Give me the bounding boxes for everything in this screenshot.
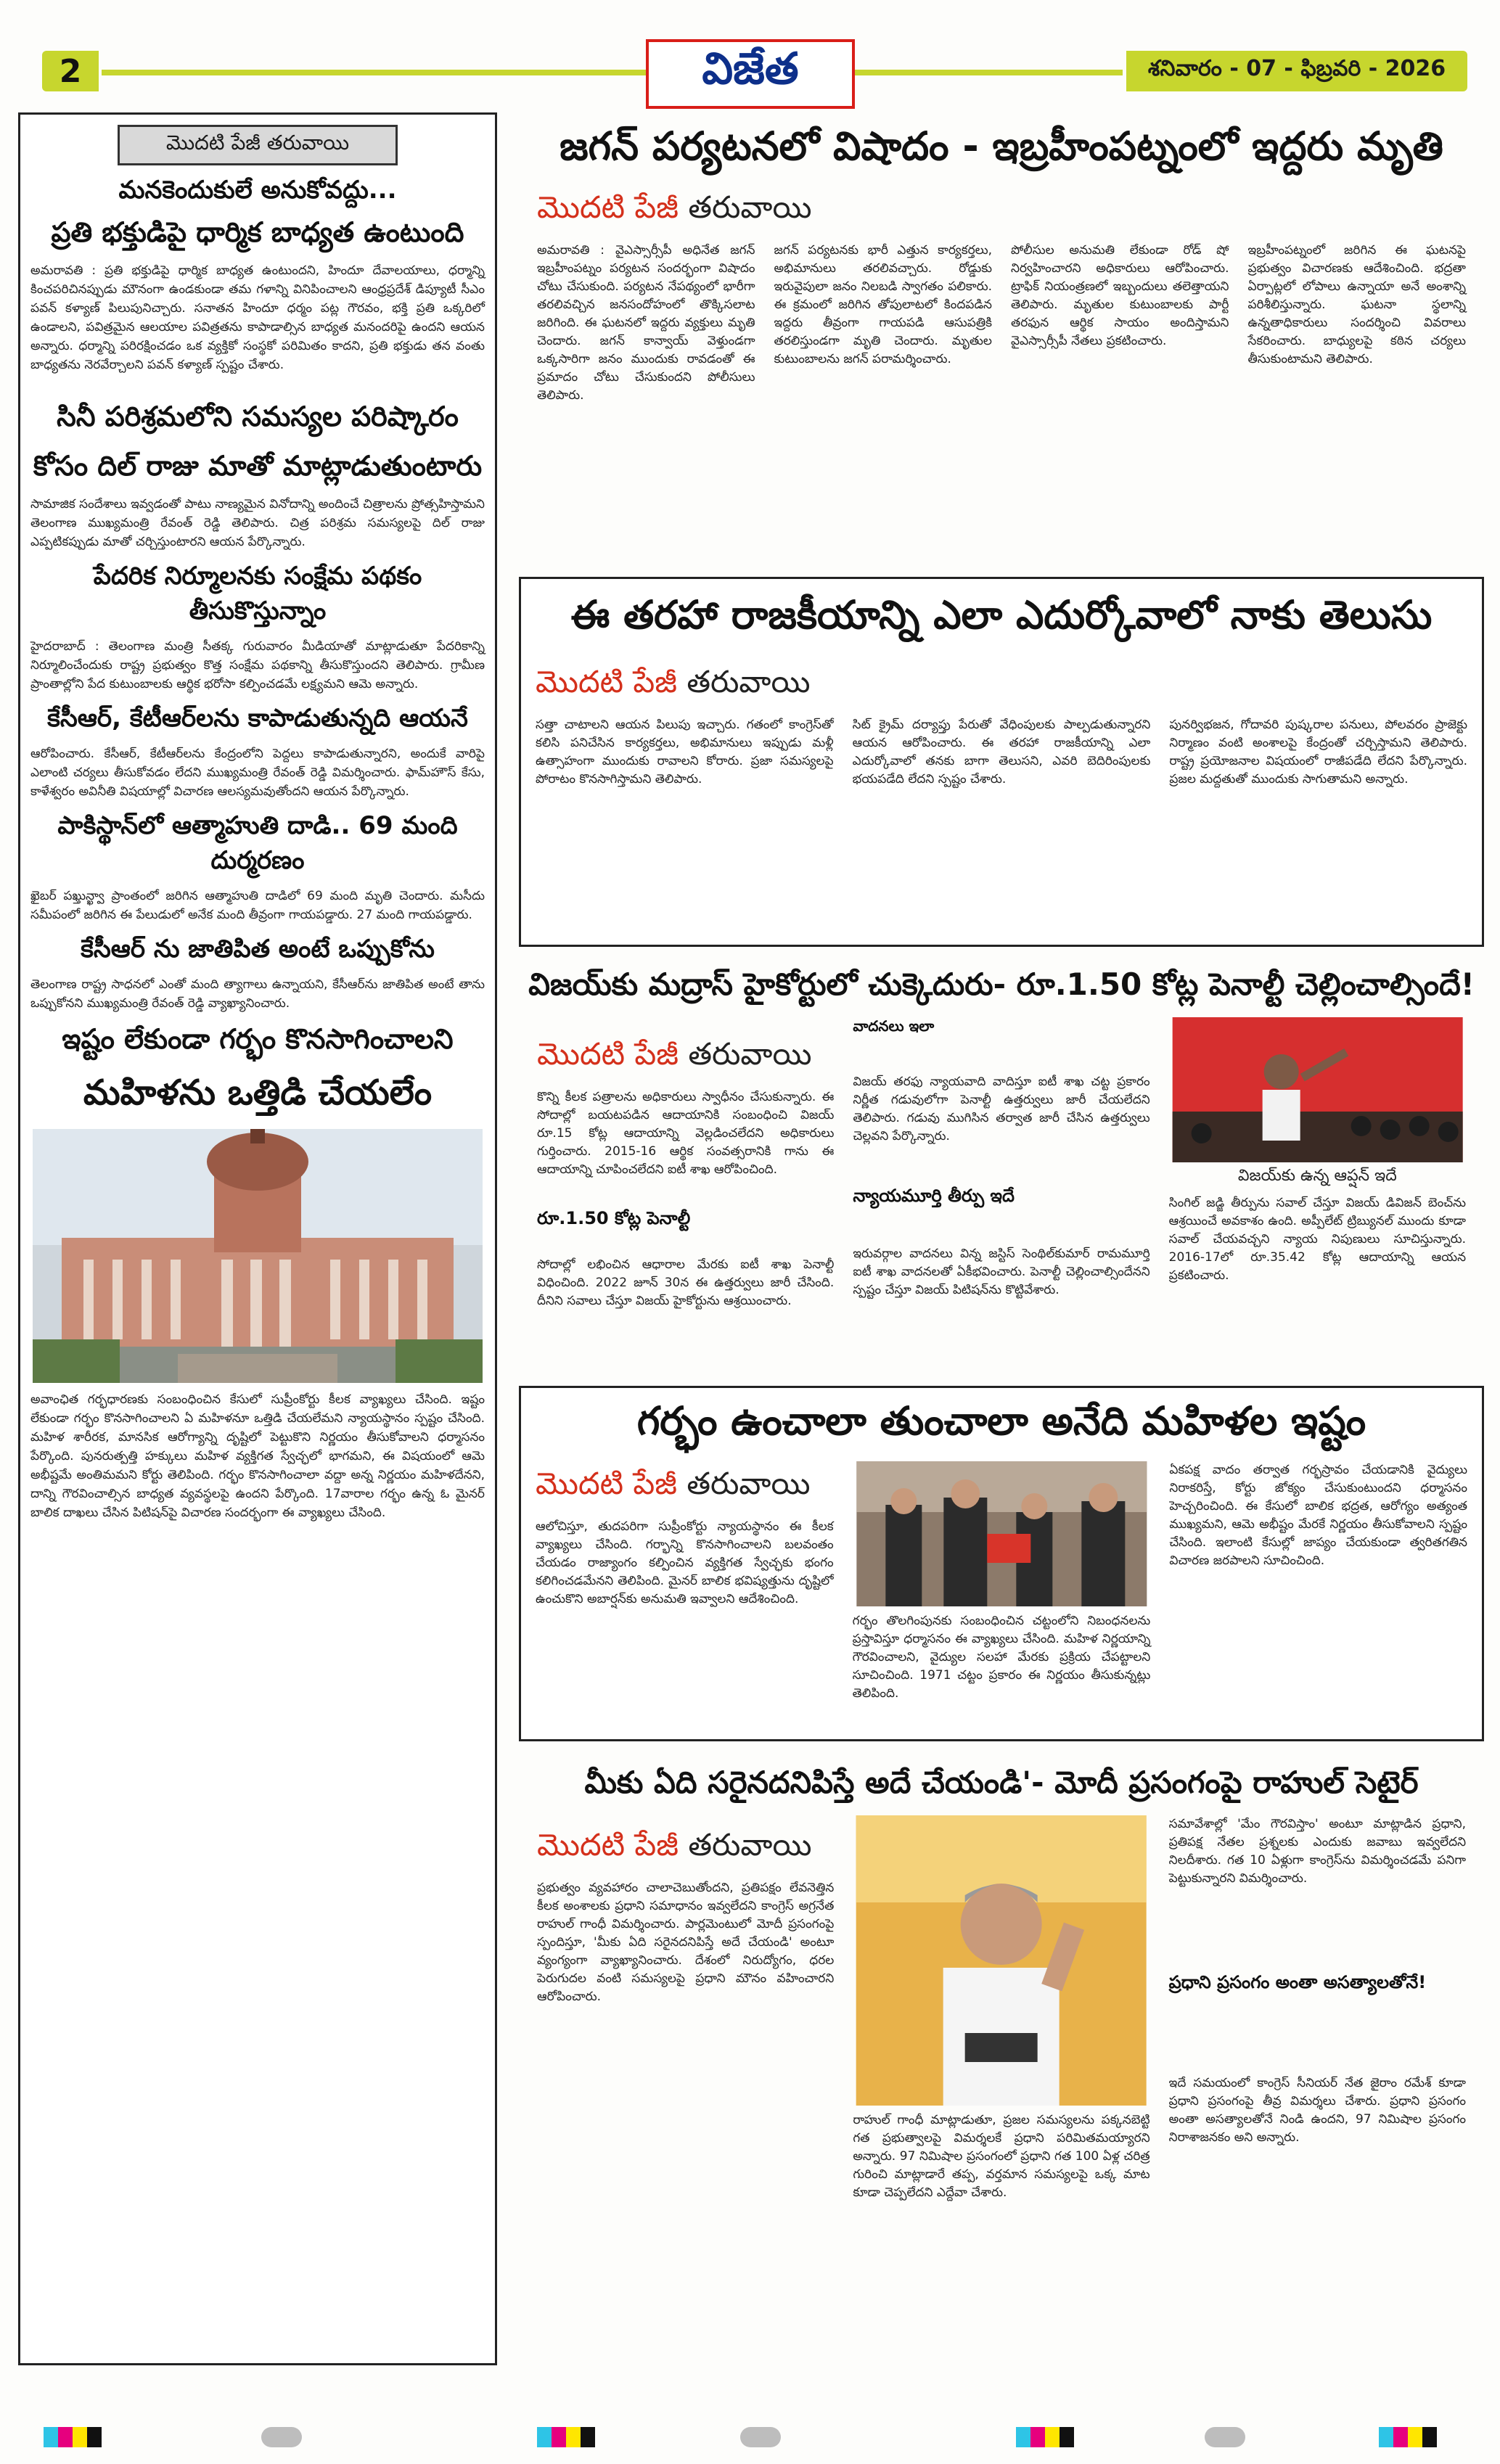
story-headline: మీకు ఏది సరైనదనిపిస్తే అదే చేయండి'- మోదీ ప్రసంగంపై రాహుల్ సెటైర్ [584, 1765, 1419, 1800]
story-headline: జగన్ పర్యటనలో విషాదం - ఇబ్రహీంపట్నంలో ఇద్దరు మృతి [560, 123, 1443, 169]
story-subhead: వాదనలు ఇలా [853, 1017, 935, 1035]
swatch-magenta [552, 2427, 566, 2447]
page-number: 2 [42, 51, 99, 91]
story-body [521, 648, 1482, 793]
story-column: గర్భం తొలగింపునకు సంబంధించిన చట్టంలోని నిబంధనలను ప్రస్తావిస్తూ ధర్మాసనం ఈ వ్యాఖ్యలు చేసింది. మహిళ నిర్ణయాన్ని గౌరవించాలని, వైద్యుల సలహా మేరకు ప్రక్రియ చేపట్టాలని సూచించింది. 1971 చట్టం ప్రకారం ఈ నిర్ణయం తీసుకున్నట్లు తెలిపింది. [852, 1614, 1151, 1701]
continuation-tag-red: మొదటి పేజీ [537, 189, 679, 225]
registration-pill [740, 2427, 781, 2447]
story-subhead: ప్రధాని ప్రసంగం అంతా అసత్యాలతోనే! [1168, 1971, 1427, 1992]
continuation-tag-rest: తరువాయి [676, 664, 811, 699]
story-column: పునర్విభజన, గోదావరి పుష్కరాల పనులు, పోలవరం ప్రాజెక్టు నిర్మాణం వంటి అంశాలపై కేంద్రంతో చర్చిస్తామని తెలిపారు. రాష్ట్ర ప్రయోజనాల విషయంలో రాజీపడేది లేదని పేర్కొన్నారు. ప్రజల మద్దతుతో ముందుకు సాగుతామని అన్నారు. [1169, 718, 1467, 787]
swatch-yellow [1045, 2427, 1060, 2447]
continuation-tag-red: మొదటి పేజీ [536, 664, 677, 699]
issue-date: శనివారం - 07 - ఫిబ్రవరి - 2026 [1126, 51, 1467, 91]
continuation-tag-rest: తరువాయి [676, 1466, 811, 1501]
story-column: విజయ్ తరఫు న్యాయవాది వాదిస్తూ ఐటీ శాఖ చట్ట ప్రకారం నిర్ణీత గడువులోగా పెనాల్టీ ఉత్తర్వులు జారీ చేయలేదని తెలిపారు. గడువు ముగిసిన తర్వాత జారీ చేసిన ఉత్తర్వులు చెల్లవని పేర్కొన్నారు. [853, 1074, 1150, 1143]
continuation-tag-rest: తరువాయి [678, 1036, 812, 1072]
swatch-black [1060, 2427, 1074, 2447]
story-column: ఇదే సమయంలో కాంగ్రెస్ సీనియర్ నేత జైరాం రమేశ్ కూడా ప్రధాని ప్రసంగంపై తీవ్ర విమర్శలు చేశారు. ప్రధాని ప్రసంగం అంతా అసత్యాలతోనే నిండి ఉందని, 97 నిమిషాల ప్రసంగం నిరాశాజనకం అని అన్నారు. [1168, 2076, 1466, 2145]
story-headline: విజయ్‌కు మద్రాస్ హైకోర్టులో చుక్కెదురు- రూ.1.50 కోట్ల పెనాల్టీ చెల్లించాల్సిందే! [528, 966, 1475, 1002]
print-registration-marks [0, 2427, 1500, 2456]
brief-headline-large: మహిళను ఒత్తిడి చేయలేం [83, 1072, 433, 1113]
swatch-magenta [1030, 2427, 1045, 2447]
story-column: సమావేశాల్లో 'మేం గౌరవిస్తాం' అంటూ మాట్లాడిన ప్రధాని, ప్రతిపక్ష నేతల ప్రశ్నలకు ఎందుకు జవాబు ఇవ్వలేదని నిలదీశారు. గత 10 ఏళ్లుగా కాంగ్రెస్‌ను విమర్శించడమే పనిగా పెట్టుకున్నారని విమర్శించారు. [1168, 1817, 1466, 1886]
swatch-cyan [1016, 2427, 1030, 2447]
story-column: సత్తా చాటాలని ఆయన పిలుపు ఇచ్చారు. గతంలో కాంగ్రెస్‌తో కలిసి పనిచేసిన కార్యకర్తలు, అభిమానులు ఇప్పుడు మళ్లీ ఉత్సాహంగా ముందుకు రావాలని కోరారు. ప్రజా సమస్యలపై పోరాటం కొనసాగిస్తామని తెలిపారు. [536, 718, 834, 787]
brief-body: అమరావతి : ప్రతి భక్తుడిపై ధార్మిక బాధ్యత ఉంటుందని, హిందూ దేవాలయాలు, ధర్మాన్ని కించపరిచినప్పుడు మౌనంగా ఉండకుండా తమ గళాన్ని వినిపించాలని ఆంధ్రప్రదేశ్ డిప్యూటీ సీఎం పవన్ కళ్యాణ్ పిలుపునిచ్చారు. సనాతన హిందూ ధర్మం పట్ల గౌరవం, భక్తి ప్రతి ఒక్కరిలో ఉండాలని, పవిత్రమైన ఆలయాల పవిత్రతను కాపాడాల్సిన బాధ్యత మనందరిపై ఉందని ఆయన అన్నారు. ధర్మాన్ని పరిరక్షించడం ఒక వ్యక్తికో సంస్థకో పరిమితం కాదని, ప్రతి భక్తుడు తన వంతు బాధ్యతను నెరవేర్చాలని పవన్ కళ్యాణ్ స్పష్టం చేశారు. [30, 263, 485, 372]
protest-photo [853, 1461, 1151, 1606]
brief-headline: కేసీఆర్ ను జాతిపిత అంటే ఒప్పుకోను [81, 935, 435, 964]
story-column: ఇరువర్గాల వాదనలు విన్న జస్టిస్ సెంథిల్‌కుమార్ రామమూర్తి ఐటీ శాఖ వాదనలతో ఏకీభవించారు. పెనాల్టీ చెల్లించాల్సిందేనని స్పష్టం చేస్తూ విజయ్ పిటిషన్‌ను కొట్టివేశారు. [853, 1246, 1150, 1297]
brief-body: సామాజిక సందేశాలు ఇవ్వడంతో పాటు నాణ్యమైన వినోదాన్ని అందించే చిత్రాలను ప్రోత్సహిస్తామని తెలంగాణ ముఖ్యమంత్రి రేవంత్ రెడ్డి తెలిపారు. చిత్ర పరిశ్రమ సమస్యలపై దిల్ రాజు ఎప్పటికప్పుడు మాతో చర్చిస్తుంటారని ఆయన పేర్కొన్నారు. [30, 497, 485, 549]
swatch-black [87, 2427, 102, 2447]
story-column: ఏకపక్ష వాదం తర్వాత గర్భస్రావం చేయడానికి వైద్యులు నిరాకరిస్తే, కోర్టు జోక్యం చేసుకుంటుందని ధర్మాసనం హెచ్చరించింది. ఈ కేసులో బాలిక భద్రత, ఆరోగ్యం అత్యంత ముఖ్యమని, ఆమె అభీష్టం మేరకే నిర్ణయం తీసుకోవాలని స్పష్టం చేసింది. ఇలాంటి కేసుల్లో జాప్యం చేయకుండా త్వరితగతిన విచారణ జరపాలని సూచించింది. [1169, 1463, 1467, 1568]
swatch-yellow [73, 2427, 87, 2447]
brief-body: ఖైబర్ పఖ్తున్ఖ్వా ప్రాంతంలో జరిగిన ఆత్మాహుతి దాడిలో 69 మంది మృతి చెందారు. మసీదు సమీపంలో జరిగిన ఈ పేలుడులో అనేక మంది తీవ్రంగా గాయపడ్డారు. 27 మంది గాయపడ్డారు. [30, 889, 485, 922]
story-political-strategy [519, 577, 1484, 947]
supreme-court-photo [33, 1129, 483, 1383]
story-column: కొన్ని కీలక పత్రాలను అధికారులు స్వాధీనం చేసుకున్నారు. ఈ సోదాల్లో బయటపడిన ఆదాయానికి సంబంధించి విజయ్ రూ.15 కోట్ల ఆదాయాన్ని వెల్లడించలేదని అధికారులు గుర్తించారు. 2015-16 ఆర్థిక సంవత్సరానికి గాను ఈ ఆదాయాన్ని చూపించలేదని ఐటీ శాఖ ఆరోపించింది. [537, 1090, 835, 1177]
color-swatch-group [1379, 2427, 1437, 2447]
continuation-tag [537, 189, 811, 233]
brief-headline: కేసీఆర్, కేటీఆర్‌లను కాపాడుతున్నది ఆయనే [47, 704, 468, 733]
story-body [522, 1815, 1480, 2206]
swatch-magenta [1393, 2427, 1408, 2447]
continuation-tag-red: మొదటి పేజీ [537, 1827, 679, 1863]
continuation-tag [536, 1466, 810, 1509]
story-jagan-tour [522, 109, 1480, 570]
photo-caption: విజయ్‌కు ఉన్న ఆప్షన్ ఇదే [1237, 1167, 1397, 1185]
story-column: అమరావతి : వైఎస్సార్సీపీ అధినేత జగన్ ఇబ్రహీంపట్నం పర్యటన సందర్భంగా విషాదం చోటు చేసుకుంది. పర్యటన నేపథ్యంలో భారీగా తరలివచ్చిన జనసందోహంలో తొక్కిసలాట జరిగింది. ఈ ఘటనలో ఇద్దరు వ్యక్తులు మృతి చెందారు. జగన్ కాన్వాయ్ వెళ్తుండగా ఒక్కసారిగా జనం ముందుకు రావడంతో ఈ ప్రమాదం చోటు చేసుకుందని పోలీసులు తెలిపారు. [537, 243, 755, 403]
vijay-rally-photo [1169, 1017, 1466, 1162]
swatch-magenta [58, 2427, 73, 2447]
story-column: జగన్ పర్యటనకు భారీ ఎత్తున కార్యకర్తలు, అభిమానులు తరలివచ్చారు. రోడ్డుకు ఇరువైపులా జనం నిలబడి స్వాగతం పలికారు. ఈ క్రమంలో జరిగిన తోపులాటలో కిందపడిన ఇద్దరు తీవ్రంగా గాయపడి ఆసుపత్రికి తరలిస్తుండగా మృతి చెందారు. మృతుల కుటుంబాలను జగన్ పరామర్శించారు. [774, 243, 992, 366]
story-vijay-high-court [522, 958, 1480, 1379]
color-swatch-group [537, 2427, 595, 2447]
story-body [522, 179, 1480, 409]
story-column: ఇబ్రహీంపట్నంలో జరిగిన ఈ ఘటనపై ప్రభుత్వం విచారణకు ఆదేశించింది. భద్రతా ఏర్పాట్లలో లోపాలు ఉన్నాయా అనే అంశాన్ని పరిశీలిస్తున్నారు. ఘటనా స్థలాన్ని ఉన్నతాధికారులు సందర్శించి వివరాలు సేకరించారు. బాధ్యులపై కఠిన చర్యలు తీసుకుంటామని తెలిపారు. [1247, 243, 1466, 366]
story-body [521, 1461, 1482, 1707]
story-body [522, 1017, 1480, 1315]
swatch-cyan [537, 2427, 552, 2447]
swatch-black [581, 2427, 595, 2447]
continuation-tag [536, 664, 810, 707]
story-column: రాహుల్ గాంధీ మాట్లాడుతూ, ప్రజల సమస్యలను పక్కనబెట్టి గత ప్రభుత్వాలపై విమర్శలకే ప్రధాని పరిమితమయ్యారని అన్నారు. 97 నిమిషాల ప్రసంగంలో ప్రధాని గత 100 ఏళ్ల చరిత్ర గురించి మాట్లాడారే తప్ప, వర్తమాన సమస్యలపై ఒక్క మాట కూడా చెప్పలేదని ఎద్దేవా చేశారు. [853, 2113, 1150, 2200]
swatch-cyan [1379, 2427, 1393, 2447]
brief-headline: పాకిస్థాన్‌లో ఆత్మాహుతి దాడి.. 69 మంది దుర్మరణం [57, 811, 458, 875]
brief-headline: ఇష్టం లేకుండా గర్భం కొనసాగించాలని [62, 1023, 454, 1055]
story-column: సిట్ క్రైమ్ దర్యాప్తు పేరుతో వేధింపులకు పాల్పడుతున్నారని ఆయన ఆరోపించారు. ఈ తరహా రాజకీయాన్ని ఎలా ఎదుర్కోవాలో తనకు బాగా తెలుసని, ఎవరి బెదిరింపులకు భయపడేది లేదని స్పష్టం చేశారు. [852, 718, 1151, 787]
brief-body: అవాంఛిత గర్భధారణకు సంబంధించిన కేసులో సుప్రీంకోర్టు కీలక వ్యాఖ్యలు చేసింది. ఇష్టం లేకుండా గర్భం కొనసాగించాలని ఏ మహిళనూ ఒత్తిడి చేయలేమని న్యాయస్థానం స్పష్టం చేసింది. మహిళ శారీరక, మానసిక ఆరోగ్యాన్ని దృష్టిలో పెట్టుకొని నిర్ణయం తీసుకోవాలని ధర్మాసనం పేర్కొంది. పునరుత్పత్తి హక్కులు మహిళ వ్యక్తిగత స్వేచ్ఛలో భాగమని, ఈ విషయంలో ఆమె అభీష్టమే అంతిమమని కోర్టు తెలిపింది. గర్భం కొనసాగించాలా వద్దా అన్న నిర్ణయం మహిళదేనని, దాన్ని గౌరవించాల్సిన బాధ్యత వ్యవస్థలపై ఉందని పేర్కొంది. 17వారాల గర్భం ఉన్న ఓ మైనర్ బాలిక దాఖలు చేసిన పిటిషన్‌పై విచారణ సందర్భంగా ఈ వ్యాఖ్యలు చేసింది. [30, 1392, 485, 1520]
story-subhead: రూ.1.50 కోట్ల పెనాల్టీ [537, 1208, 691, 1228]
page-header [0, 0, 1500, 94]
story-column: ప్రభుత్వం వ్యవహారం చాలాచెబుతోందని, ప్రతిపక్షం లేవనెత్తిన కీలక అంశాలకు ప్రధాని సమాధానం ఇవ్వలేదని కాంగ్రెస్ అగ్రనేత రాహుల్ గాంధీ విమర్శించారు. పార్లమెంటులో మోదీ ప్రసంగంపై స్పందిస్తూ, 'మీకు ఏది సరైనదనిపిస్తే అదే చేయండి' అంటూ వ్యంగ్యంగా వ్యాఖ్యానించారు. దేశంలో నిరుద్యోగం, ధరల పెరుగుదల వంటి సమస్యలపై ప్రధాని మౌనం వహించారని ఆరోపించారు. [537, 1881, 835, 2004]
continuation-tag-red: మొదటి పేజీ [536, 1466, 677, 1501]
continuation-tag-rest: తరువాయి [678, 1827, 812, 1863]
continuation-tag: మొదటి పేజీ తరువాయి [118, 125, 398, 165]
story-abortion-verdict [519, 1386, 1484, 1741]
registration-pill [261, 2427, 302, 2447]
swatch-yellow [566, 2427, 581, 2447]
brief-headline: పేదరిక నిర్మూలనకు సంక్షేమ పథకం తీసుకొస్తున్నాం [93, 562, 422, 625]
swatch-black [1422, 2427, 1437, 2447]
continuation-tag [537, 1827, 811, 1870]
story-headline: ఈ తరహా రాజకీయాన్ని ఎలా ఎదుర్కోవాలో నాకు తెలుసు [570, 592, 1433, 638]
story-headline: గర్భం ఉంచాలా తుంచాలా అనేది మహిళల ఇష్టం [636, 1398, 1366, 1444]
story-rahul-satire [522, 1756, 1480, 2373]
continuation-tag [537, 1036, 811, 1080]
swatch-yellow [1408, 2427, 1422, 2447]
brief-headline: కోసం దిల్ రాజు మాతో మాట్లాడుతుంటారు [33, 450, 483, 482]
registration-pill [1205, 2427, 1245, 2447]
swatch-cyan [44, 2427, 58, 2447]
story-subhead: న్యాయమూర్తి తీర్పు ఇదే [853, 1186, 1015, 1206]
left-column-briefs [18, 112, 497, 2365]
brief-headline: ప్రతి భక్తుడిపై ధార్మిక బాధ్యత ఉంటుంది [51, 216, 464, 248]
brief-headline: మనకెందుకులే అనుకోవద్దు... [118, 176, 397, 205]
masthead-logo: విజేత [646, 39, 855, 109]
color-swatch-group [44, 2427, 102, 2447]
story-column: సోదాల్లో లభించిన ఆధారాల మేరకు ఐటీ శాఖ పెనాల్టీ విధించింది. 2022 జూన్ 30న ఈ ఉత్తర్వులు జారీ చేసింది. దీనిని సవాలు చేస్తూ విజయ్ హైకోర్టును ఆశ్రయించారు. [537, 1257, 835, 1308]
brief-body: తెలంగాణ రాష్ట్ర సాధనలో ఎంతో మంది త్యాగాలు ఉన్నాయని, కేసీఆర్‌ను జాతిపిత అంటే తాను ఒప్పుకోనని ముఖ్యమంత్రి రేవంత్ రెడ్డి వ్యాఖ్యానించారు. [30, 977, 485, 1011]
rahul-gandhi-photo [853, 1815, 1149, 2106]
continuation-tag-red: మొదటి పేజీ [537, 1036, 679, 1072]
brief-body: హైదరాబాద్ : తెలంగాణ మంత్రి సీతక్క గురువారం మీడియాతో మాట్లాడుతూ పేదరికాన్ని నిర్మూలించేందుకు రాష్ట్ర ప్రభుత్వం కొత్త సంక్షేమ పథకాన్ని తీసుకొస్తుందని తెలిపారు. గ్రామీణ ప్రాంతాల్లోని పేద కుటుంబాలకు ఆర్థిక భరోసా కల్పించడమే లక్ష్యమని ఆమె అన్నారు. [30, 639, 485, 691]
story-column: పోలీసుల అనుమతి లేకుండా రోడ్ షో నిర్వహించారని అధికారులు ఆరోపించారు. ట్రాఫిక్ నియంత్రణలో ఇబ్బందులు తలెత్తాయని తెలిపారు. మృతుల కుటుంబాలకు పార్టీ తరఫున ఆర్థిక సాయం అందిస్తామని వైఎస్సార్సీపీ నేతలు ప్రకటించారు. [1011, 243, 1229, 348]
story-column: ఆలోచిస్తూ, తుదపరిగా సుప్రీంకోర్టు న్యాయస్థానం ఈ కీలక వ్యాఖ్యలు చేసింది. గర్భాన్ని కొనసాగించాలని బలవంతం చేయడం రాజ్యాంగం కల్పించిన వ్యక్తిగత స్వేచ్ఛకు భంగం కలిగించడమేనని తెలిపింది. మైనర్ బాలిక భవిష్యత్తును దృష్టిలో ఉంచుకొని అబార్షన్‌కు అనుమతి ఇవ్వాలని ఆదేశించింది. [536, 1519, 834, 1606]
story-column: సింగిల్ జడ్జి తీర్పును సవాల్ చేస్తూ విజయ్ డివిజన్ బెంచ్‌ను ఆశ్రయించే అవకాశం ఉంది. అప్పీలేట్ ట్రిబ్యునల్ ముందు కూడా సవాల్ చేయవచ్చని న్యాయ నిపుణులు సూచిస్తున్నారు. 2016-17లో రూ.35.42 కోట్ల ఆదాయాన్ని ఆయన ప్రకటించారు. [1168, 1196, 1466, 1283]
header-rule [102, 70, 1123, 75]
color-swatch-group [1016, 2427, 1074, 2447]
continuation-tag-rest: తరువాయి [678, 189, 812, 225]
brief-headline: సినీ పరిశ్రమలోని సమస్యల పరిష్కారం [57, 401, 459, 432]
brief-body: ఆరోపించారు. కేసీఆర్, కేటీఆర్‌లను కేంద్రంలోని పెద్దలు కాపాడుతున్నారని, అందుకే వారిపై ఎలాంటి చర్యలు తీసుకోవడం లేదని ముఖ్యమంత్రి రేవంత్ రెడ్డి విమర్శించారు. ఫామ్‌హౌస్ కేసు, కాళేశ్వరం అవినీతి విషయాల్లో విచారణ ఆలస్యమవుతోందని ఆయన పేర్కొన్నారు. [30, 747, 485, 799]
